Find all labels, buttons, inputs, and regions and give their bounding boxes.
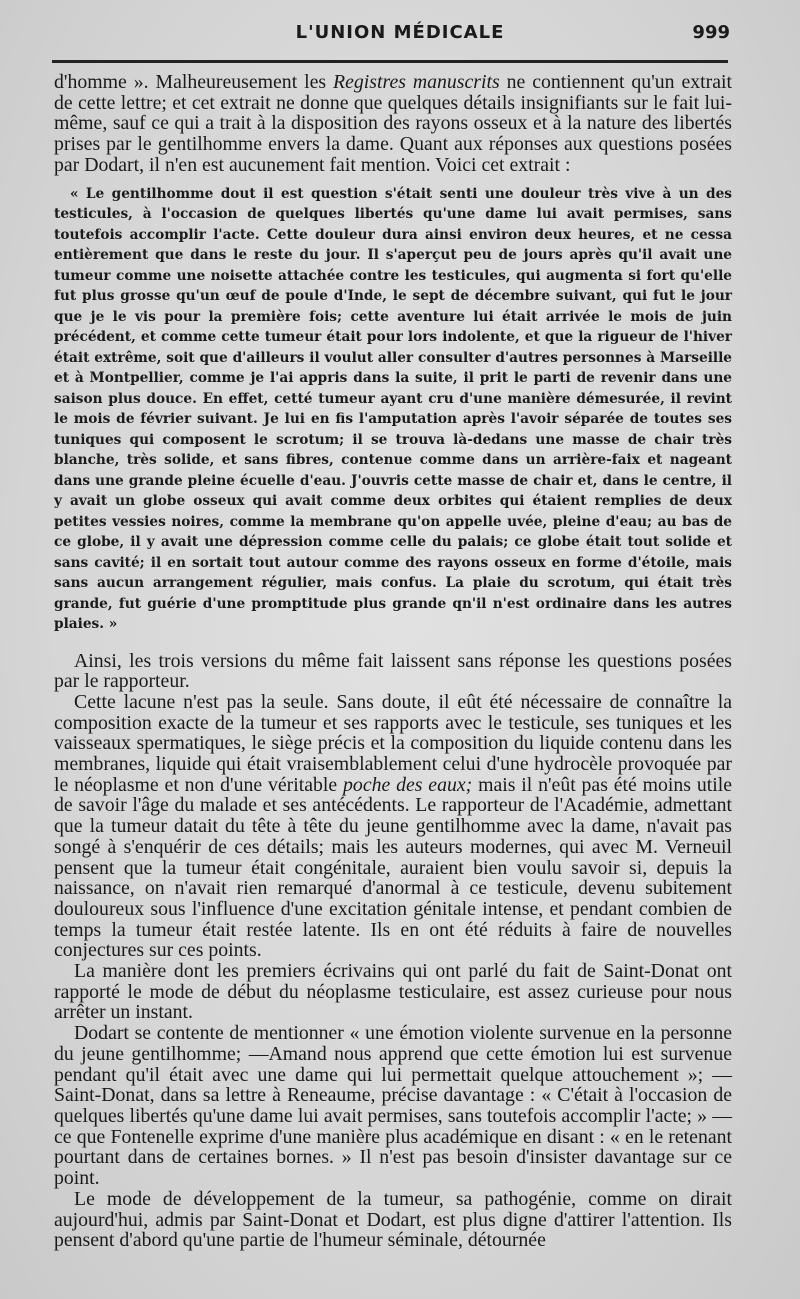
page-body bbox=[54, 72, 732, 1251]
running-title: L'UNION MÉDICALE bbox=[295, 22, 505, 43]
paragraph-1-lead: d'homme ». Malheureusement les bbox=[54, 71, 334, 93]
page-header bbox=[0, 22, 800, 50]
paragraph-1-rest: ne contiennent qu'un extrait de cette lettre; et cet extrait ne donne que quelques détails insignifiants sur le fait lui-même, sauf ce qui a trait à la disposition des rayons osseux et à la nature des libertés prises par le gentilhomme envers la dame. Quant aux réponses aux questions posées par Dodart, il n'en est aucunement fait mention. Voici cet extrait : bbox=[54, 71, 732, 176]
quoted-extract: « Le gentilhomme dout il est question s'était senti une douleur très vive à un des testicules, à l'occasion de quelques libertés qu'une dame lui avait permises, sans toutefois accomplir l'acte. Cette douleur dura ainsi environ deux heures, et ne cessa entièrement que dans le reste du jour. Il s'aperçut peu de jours après qu'il avait une tumeur comme une noisette attachée contre les testicules, qui augmenta si fort qu'elle fut plus grosse qu'un œuf de poule d'Inde, le sept de décembre suivant, qui fut le jour que je le vis pour la première fois; cette aventure lui était arrivée le mois de juin précédent, et comme cette tumeur était pour lors indolente, et que la rigueur de l'hiver était extrême, soit que d'ailleurs il voulut aller consulter d'autres personnes à Marseille et à Montpellier, comme je l'ai appris dans la suite, il prit le parti de revenir dans une saison plus douce. En effet, cetté tumeur ayant cru d'une manière démesurée, il revint le mois de février suivant. Je lui en fis l'amputation après l'avoir séparée de toutes ses tuniques qui composent le scrotum; il se trouva là-dedans une masse de chair très blanche, très solide, et sans fibres, contenue comme dans un arrière-faix et nageant dans une grande pleine écuelle d'eau. J'ouvris cette masse de chair et, dans le centre, il y avait un globe osseux qui avait comme deux orbites qui étaient remplies de deux petites vessies noires, comme la membrane qu'on appelle uvée, pleine d'eau; au bas de ce globe, il y avait une dépression comme celle du palais; ce globe était tout solide et sans cavité; il en sortait tout autour comme des rayons osseux en forme d'étoile, mais sans aucun arrangement régulier, mais confus. La plaie du scrotum, qui était très grande, fut guérie d'une promptitude plus grande qn'il n'est ordinaire dans les autres plaies. » bbox=[54, 185, 732, 633]
registres-manuscrits-italic: Registres manuscrits bbox=[333, 71, 500, 93]
header-rule bbox=[52, 60, 728, 63]
page-number: 999 bbox=[692, 22, 730, 43]
paragraph-1 bbox=[54, 72, 732, 176]
poche-des-eaux-italic: poche des eaux; bbox=[343, 773, 473, 796]
paragraph-4: La manière dont les premiers écrivains qui ont parlé du fait de Saint-Donat ont rapporté le mode de début du néoplasme testiculaire, est assez curieuse pour nous arrêter un instant. bbox=[54, 960, 732, 1024]
paragraph-5: Dodart se contente de mentionner « une émotion violente survenue en la personne du jeune gentilhomme; —Amand nous apprend que cette émotion lui est survenue pendant qu'il était avec une dame qui lui permettait quelque attouchement »; — Saint-Donat, dans sa lettre à Reneaume, précise davantage : « C'était à l'occasion de quelques libertés qu'une dame lui avait permises, sans toutefois accomplir l'acte; » — ce que Fontenelle exprime d'une manière plus académique en disant : « en le retenant pourtant dans de certaines bornes. » Il n'est pas besoin d'insister davantage sur ce point. bbox=[54, 1022, 732, 1190]
paragraph-3-lead: Cette lacune n'est pas la seule. Sans doute, il eût été nécessaire de connaître la composition exacte de la tumeur et ses rapports avec le testicule, ses tuniques et les vaisseaux spermatiques, le siège précis et la composition du liquide contenu dans les membranes, liquide qui était vraisemblablement celui d'une hydrocèle provoquée par le néoplasme et non d'une véritable bbox=[54, 690, 732, 796]
paragraph-6: Le mode de développement de la tumeur, sa pathogénie, comme on dirait aujourd'hui, admis par Saint-Donat et Dodart, est plus digne d'attirer l'attention. Ils pensent d'abord qu'une partie de l'humeur séminale, détournée bbox=[54, 1187, 732, 1252]
paragraph-2: Ainsi, les trois versions du même fait laissent sans réponse les questions posées par le rapporteur. bbox=[54, 649, 732, 693]
paragraph-3 bbox=[54, 692, 732, 961]
paragraph-3-rest: mais il n'eût pas été moins utile de savoir l'âge du malade et ses antécédents. Le rapporteur de l'Académie, admettant que la tumeur datait du tête à tête du jeune gentilhomme avec la dame, n'avait pas songé à s'enquérir de ces détails; mais les auteurs modernes, qui avec M. Verneuil pensent que la tumeur était congénitale, auraient bien voulu savoir si, depuis la naissance, on n'avait rien remarqué d'anormal à ce testicule, devenu subitement douloureux sous l'influence d'une excitation génitale intense, et pendant combien de temps la tumeur était restée latente. Ils en ont été réduits à faire de nouvelles conjectures sur ces points. bbox=[54, 773, 732, 962]
